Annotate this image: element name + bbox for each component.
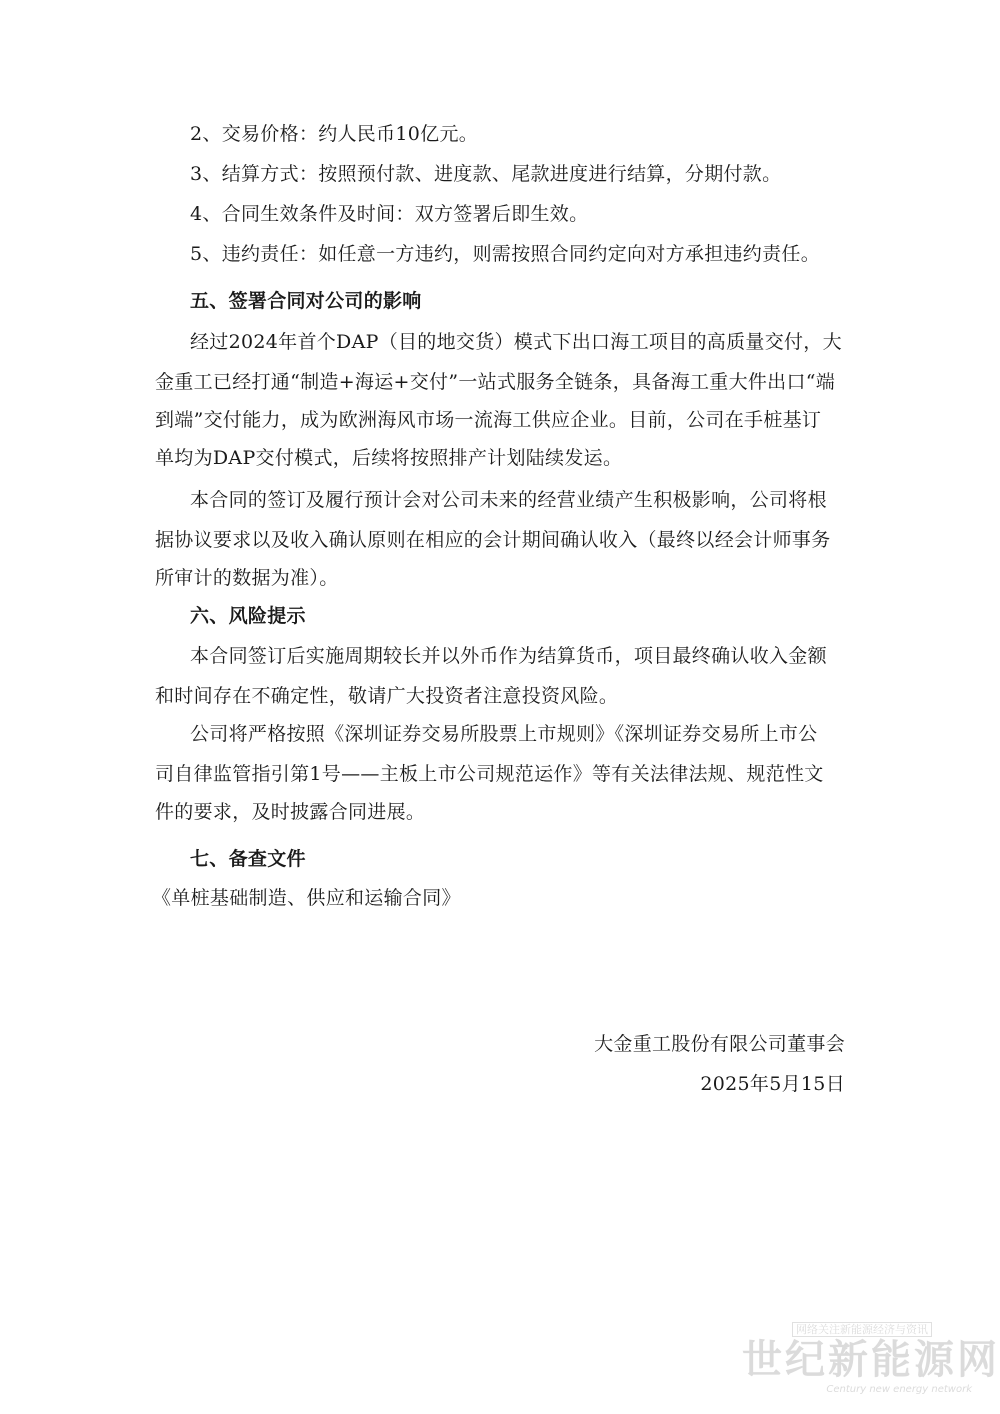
section-5-para1-line: 到端”交付能力，成为欧洲海风市场一流海工供应企业。目前，公司在手桩基订	[155, 409, 822, 431]
section-5-para1-line: 金重工已经打通“制造+海运+交付”一站式服务全链条，具备海工重大件出口“端	[155, 371, 836, 393]
item-settlement: 3、结算方式：按照预付款、进度款、尾款进度进行结算，分期付款。	[190, 163, 782, 185]
section-6-heading: 六、风险提示	[190, 605, 306, 627]
watermark-title: 世纪新能源网	[742, 1337, 1000, 1383]
section-7-heading: 七、备查文件	[190, 848, 306, 870]
section-5-para2-line: 据协议要求以及收入确认原则在相应的会计期间确认收入（最终以经会计师事务	[155, 529, 831, 551]
section-5-heading: 五、签署合同对公司的影响	[190, 290, 422, 312]
section-6-para1-line: 本合同签订后实施周期较长并以外币作为结算货币，项目最终确认收入金额	[190, 645, 827, 667]
item-breach: 5、违约责任：如任意一方违约，则需按照合同约定向对方承担违约责任。	[190, 243, 820, 265]
reference-document: 《单桩基础制造、供应和运输合同》	[152, 887, 461, 909]
site-watermark	[742, 1322, 1000, 1402]
section-6-para2-line: 公司将严格按照《深圳证券交易所股票上市规则》《深圳证券交易所上市公	[190, 723, 818, 745]
section-5-para1-line: 经过2024年首个DAP（目的地交货）模式下出口海工项目的高质量交付，大	[190, 331, 842, 353]
watermark-tagline: 网络关注新能源经济与资讯	[792, 1322, 932, 1337]
section-5-para1-line: 单均为DAP交付模式，后续将按照排产计划陆续发运。	[155, 447, 623, 469]
section-6-para1-line: 和时间存在不确定性，敬请广大投资者注意投资风险。	[155, 685, 619, 707]
section-6-para2-line: 件的要求，及时披露合同进展。	[155, 801, 426, 823]
item-effective: 4、合同生效条件及时间：双方签署后即生效。	[190, 203, 589, 225]
signature-company: 大金重工股份有限公司董事会	[594, 1033, 845, 1055]
item-price: 2、交易价格：约人民币10亿元。	[190, 123, 479, 145]
signature-date: 2025年5月15日	[700, 1073, 845, 1095]
section-6-para2-line: 司自律监管指引第1号——主板上市公司规范运作》等有关法律法规、规范性文	[155, 763, 824, 785]
section-5-para2-line: 本合同的签订及履行预计会对公司未来的经营业绩产生积极影响，公司将根	[190, 489, 827, 511]
watermark-subtitle: Century new energy network	[826, 1384, 972, 1395]
section-5-para2-line: 所审计的数据为准）。	[155, 567, 339, 589]
